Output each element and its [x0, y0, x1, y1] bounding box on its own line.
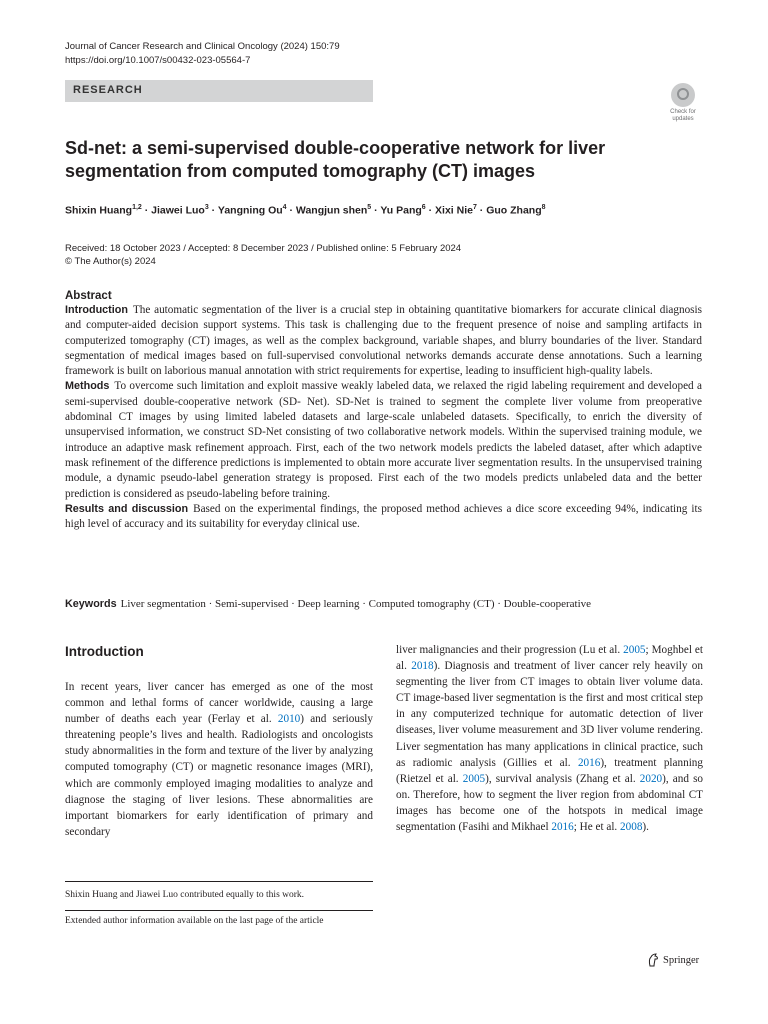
footnote-equal-contribution: Shixin Huang and Jiawei Luo contributed equally to this work. [65, 890, 305, 900]
footnote-divider [65, 910, 373, 911]
abstract-methods [65, 379, 702, 501]
abstract [65, 290, 702, 532]
dates-line: Received: 18 October 2023 / Accepted: 8 December 2023 / Published online: 5 February 2024 [65, 243, 462, 254]
title-line-2: segmentation from computed tomography (CT) images [65, 161, 536, 181]
abstract-results-text: Based on the experimental findings, the proposed method achieves a dice score exceeding 94%, indicating its high level of accuracy and its suitability for everyday clinical use. [65, 502, 702, 531]
intro-text: ). Diagnosis and treatment of liver cancer rely heavily on segmenting the liver from CT images to obtain liver volume data. CT image-based liver segmentation is the first and most critical step in any computerized technique for automatic detection of liver diseases, liver volume measurement and 3D liver volume rendering. Liver segmentation has many applications in clinical practice, such as radiomic analysis (Gillies et al. [396, 660, 703, 769]
citation-link[interactable]: 2020 [639, 772, 663, 785]
keywords-text: Liver segmentation · Semi-supervised · Deep learning · Computed tomography (CT) · Double-cooperative [120, 598, 592, 610]
springer-horse-icon [647, 953, 659, 967]
copyright-line: © The Author(s) 2024 [65, 256, 156, 267]
journal-citation: Journal of Cancer Research and Clinical Oncology (2024) 150:79 [65, 41, 340, 52]
publisher-logo [647, 953, 699, 967]
paper-title [65, 137, 665, 183]
abstract-introduction-label: Introduction [65, 304, 128, 316]
keywords [65, 598, 705, 610]
introduction-right-column [396, 642, 703, 835]
intro-text: ; He et al. [573, 821, 621, 834]
section-band [65, 80, 373, 102]
citation-link[interactable]: 2005 [462, 772, 486, 785]
footnote-divider [65, 881, 373, 882]
author-name[interactable]: Yangning Ou [217, 204, 283, 217]
intro-text: ), and so on. Therefore, how to segment the liver region from abdominal CT images has become one of the hotspots in medical image segmentation (Fasihi and Mikhael [396, 772, 704, 834]
author-name[interactable]: Yu Pang [380, 204, 422, 217]
intro-text: ). [642, 821, 649, 834]
abstract-introduction-text: The automatic segmentation of the liver is a crucial step in obtaining quantitative biomarkers for accurate clinical diagnosis and computer-aided decision support systems. This task is challenging due to the frequent presence of noise and sampling artifacts in computerized tomography (CT) images, as well as the complex background, variable shapes, and blurry boundaries of the liver. Standard segmentation of medical images based on full-supervised convolutional networks demands accurate dense annotations. Such a learning framework is built on laborious manual annotation with strict requirements for expertise, leading to insufficient high-quality labels. [65, 304, 702, 378]
footnote-author-info: Extended author information available on the last page of the article [65, 916, 324, 926]
abstract-results-label: Results and discussion [65, 502, 189, 515]
check-for-updates-badge[interactable] [664, 83, 702, 123]
publication-dates [65, 242, 461, 268]
author-name[interactable]: Guo Zhang [486, 204, 542, 217]
author-list: Shixin Huang$^{1,2}$ · Jiawei Luo$^3$ · Yangning $Ou^4$ · Wangjun shen$^5$ · Yu Pang$^6$ · Xixi Nie$^7$ · Guo Zhang$^8$ [65, 204, 546, 217]
author-name[interactable]: Xixi Nie [435, 204, 473, 217]
check-updates-text-2: updates [672, 116, 694, 122]
journal-header [65, 40, 340, 68]
intro-text: ) and seriously threatening people’s lives and health. Radiologists and oncologists study abnormalities in the form and texture of the liver by analyzing computed tomography (CT) or magnetic resonance images (MRI), which are commonly employed imaging modalities to analyze and diagnose the staging of liver lesions. These abnormalities are important biomarkers for early identification of primary and secondary [65, 713, 373, 838]
author-affiliation: 1,2 [132, 204, 142, 211]
author-affiliation: 3 [204, 204, 209, 211]
doi-link[interactable]: https://doi.org/10.1007/s00432-023-05564-7 [65, 55, 251, 66]
intro-text: ), treatment planning (Rietzel et al. [396, 756, 703, 785]
intro-text: ), survival analysis (Zhang et al. [485, 772, 640, 785]
introduction-left-column [65, 679, 373, 840]
keywords-label: Keywords [65, 598, 117, 610]
author-affiliation: 7 [472, 204, 477, 211]
author-affiliation: 8 [541, 204, 546, 211]
intro-text: ; Moghbel et al. [396, 644, 703, 673]
citation-link[interactable]: 2008 [620, 821, 643, 834]
author-name[interactable]: Shixin Huang [65, 204, 133, 217]
citation-link[interactable]: 2016 [577, 756, 601, 769]
publisher-name: Springer [663, 954, 700, 966]
introduction-heading: Introduction [65, 644, 144, 659]
citation-link[interactable]: 2016 [551, 821, 574, 834]
title-line-1: Sd-net: a semi-supervised double-cooperative network for liver [65, 138, 606, 158]
abstract-results [65, 502, 702, 533]
check-updates-icon [671, 83, 695, 107]
author-affiliation: 5 [367, 204, 372, 211]
abstract-introduction [65, 303, 702, 379]
author-name[interactable]: Wangjun shen [295, 204, 368, 217]
abstract-methods-text: To overcome such limitation and exploit massive weakly labeled data, we relaxed the rigid labeling requirement and developed a semi-supervised double-cooperative network (SD- Net). SD-Net is trained to segment the complete liver volume from preoperative abdominal CT images by using limited labeled datasets and large-scale unlabeled datasets. Specifically, to enrich the diversity of unsupervised information, we construct SD-Net consisting of two collaborative network models. Within the supervised training module, we introduce an adaptive mask refinement approach. First, each of the two network models predicts the labeled dataset, after which adaptive mask refinement of the difference predictions is implemented to obtain more accurate liver segmentation results. In the unsupervised training module, a dynamic pseudo-label generation strategy is proposed. First each of the two models predicts unlabeled data and the better prediction is considered as pseudo-labeling before training. [65, 380, 702, 500]
intro-text: liver malignancies and their progression (Lu et al. [396, 644, 624, 656]
author-name[interactable]: Jiawei Luo [151, 204, 205, 217]
abstract-methods-label: Methods [65, 380, 110, 393]
author-affiliation: 6 [421, 204, 426, 211]
citation-link[interactable]: 2018 [411, 660, 434, 673]
abstract-heading: Abstract [65, 290, 112, 302]
author-affiliation: 4 [282, 204, 287, 211]
citation-link[interactable]: 2010 [277, 713, 301, 726]
check-updates-text-1: Check for [670, 109, 696, 115]
intro-text: In recent years, liver cancer has emerged as one of the most common and lethal forms of cancer worldwide, causing a large number of deaths each year (Ferlay et al. [65, 681, 373, 726]
section-label: RESEARCH [73, 84, 143, 96]
citation-link[interactable]: 2005 [623, 644, 646, 656]
